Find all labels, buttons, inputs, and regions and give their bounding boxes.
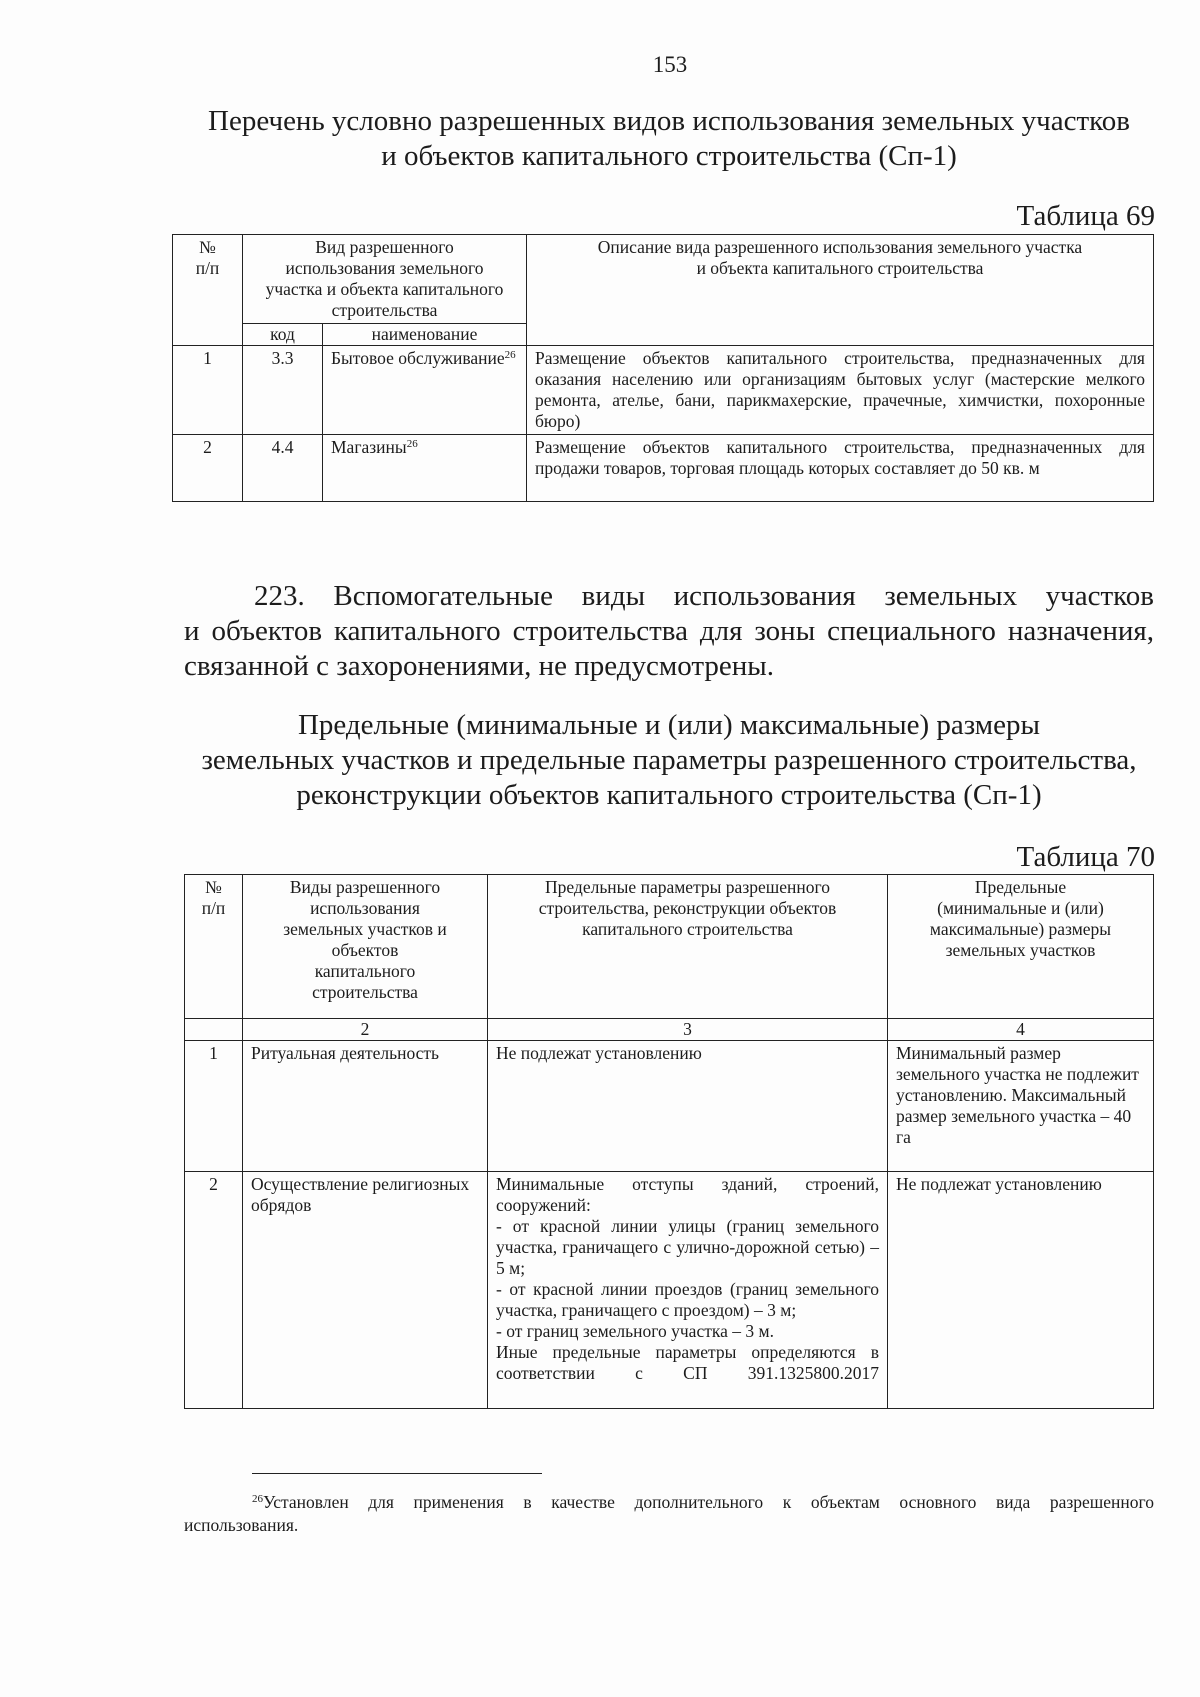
th-vid: Виды разрешенного использования земельных участков и объектов капитального строительства (243, 875, 488, 1019)
params-line: - от красной линии улицы (границ земельного участка, граничащего с улично-дорожной сетью) – 5 м; (496, 1216, 879, 1278)
params-line: Иные предельные параметры определяются в соответствии с СП 391.1325800.2017 (496, 1342, 879, 1383)
th-name: наименование (323, 324, 527, 346)
row-sizes: Не подлежат установлению (888, 1172, 1154, 1409)
table-row (185, 1172, 1154, 1409)
col-number: 4 (888, 1019, 1154, 1041)
table70-heading (184, 708, 1154, 813)
col-number-empty (185, 1019, 243, 1041)
params-line: - от границ земельного участка – 3 м. (496, 1321, 774, 1341)
paragraph-223 (184, 579, 1154, 684)
col-number: 2 (243, 1019, 488, 1041)
page-number: 153 (652, 52, 688, 77)
row-name-text: Магазины (331, 437, 407, 457)
table-row (185, 1041, 1154, 1172)
heading-line: реконструкции объектов капитального строительства (Сп-1) (296, 779, 1042, 811)
table-row (173, 435, 1154, 502)
row-vid: Осуществление религиозных обрядов (243, 1172, 488, 1409)
footnote-line: использования. (184, 1515, 299, 1535)
row-code: 4.4 (243, 435, 323, 502)
row-name (323, 435, 527, 502)
table69-heading (184, 104, 1154, 174)
paragraph-line: связанной с захоронениями, не предусмотрены. (184, 650, 775, 682)
params-line: - от красной линии проездов (границ земельного участка, граничащего с проездом) – 3 м; (496, 1279, 879, 1320)
heading-line: Предельные (минимальные и (или) максимальные) размеры (297, 709, 1041, 741)
row-params: Не подлежат установлению (488, 1041, 888, 1172)
footnote-text: Установлен для применения в качестве дополнительного к объектам основного вида разрешенного (263, 1492, 1154, 1512)
th-vid: Вид разрешенного использования земельного участка и объекта капитального строительства (243, 235, 527, 324)
heading-line: и объектов капитального строительства (Сп-1) (381, 140, 957, 172)
row-num: 1 (185, 1041, 243, 1172)
row-num: 2 (185, 1172, 243, 1409)
table70-label: Таблица 70 (1016, 841, 1155, 873)
row-params (488, 1172, 888, 1409)
table-69 (172, 234, 1154, 502)
row-code: 3.3 (243, 346, 323, 435)
heading-line: земельных участков и предельные параметры разрешенного строительства, (201, 744, 1137, 776)
paragraph-line: и объектов капитального строительства для зоны специального назначения, (184, 615, 1154, 647)
row-sizes: Минимальный размер земельного участка не подлежит установлению. Максимальный размер земельного участка – 40 га (888, 1041, 1154, 1172)
row-name (323, 346, 527, 435)
row-desc: Размещение объектов капитального строительства, предназначенных для продажи товаров, торговая площадь которых составляет до 50 кв. м (527, 435, 1154, 502)
row-name-text: Бытовое обслуживание (331, 348, 505, 368)
th-num: № п/п (173, 235, 243, 346)
footnote-ref: 26 (406, 438, 418, 450)
table-70 (184, 874, 1154, 1409)
row-vid: Ритуальная деятельность (243, 1041, 488, 1172)
footnote-divider (252, 1473, 542, 1474)
row-num: 1 (173, 346, 243, 435)
row-desc: Размещение объектов капитального строительства, предназначенных для оказания населению или организациям бытовых услуг (мастерские мелкого ремонта, ателье, бани, парикмахерские, прачечные, химчистки, похоронные бюро) (527, 346, 1154, 435)
th-code: код (243, 324, 323, 346)
footnote-line (184, 1491, 1154, 1514)
footnote (184, 1491, 1154, 1537)
params-line: Минимальные отступы зданий, строений, сооружений: (496, 1174, 879, 1215)
heading-line: Перечень условно разрешенных видов использования земельных участков (208, 105, 1130, 137)
footnote-marker: 26 (252, 1493, 263, 1505)
th-sizes: Предельные (минимальные и (или) максимальные) размеры земельных участков (888, 875, 1154, 1019)
th-num: № п/п (185, 875, 243, 1019)
row-num: 2 (173, 435, 243, 502)
footnote-ref: 26 (504, 349, 516, 361)
paragraph-line: 223. Вспомогательные виды использования земельных участков (254, 580, 1154, 612)
th-params: Предельные параметры разрешенного строительства, реконструкции объектов капитального строительства (488, 875, 888, 1019)
th-desc: Описание вида разрешенного использования земельного участка и объекта капитального строительства (527, 235, 1154, 346)
table69-label: Таблица 69 (1016, 200, 1155, 232)
col-number: 3 (488, 1019, 888, 1041)
table-row (173, 346, 1154, 435)
